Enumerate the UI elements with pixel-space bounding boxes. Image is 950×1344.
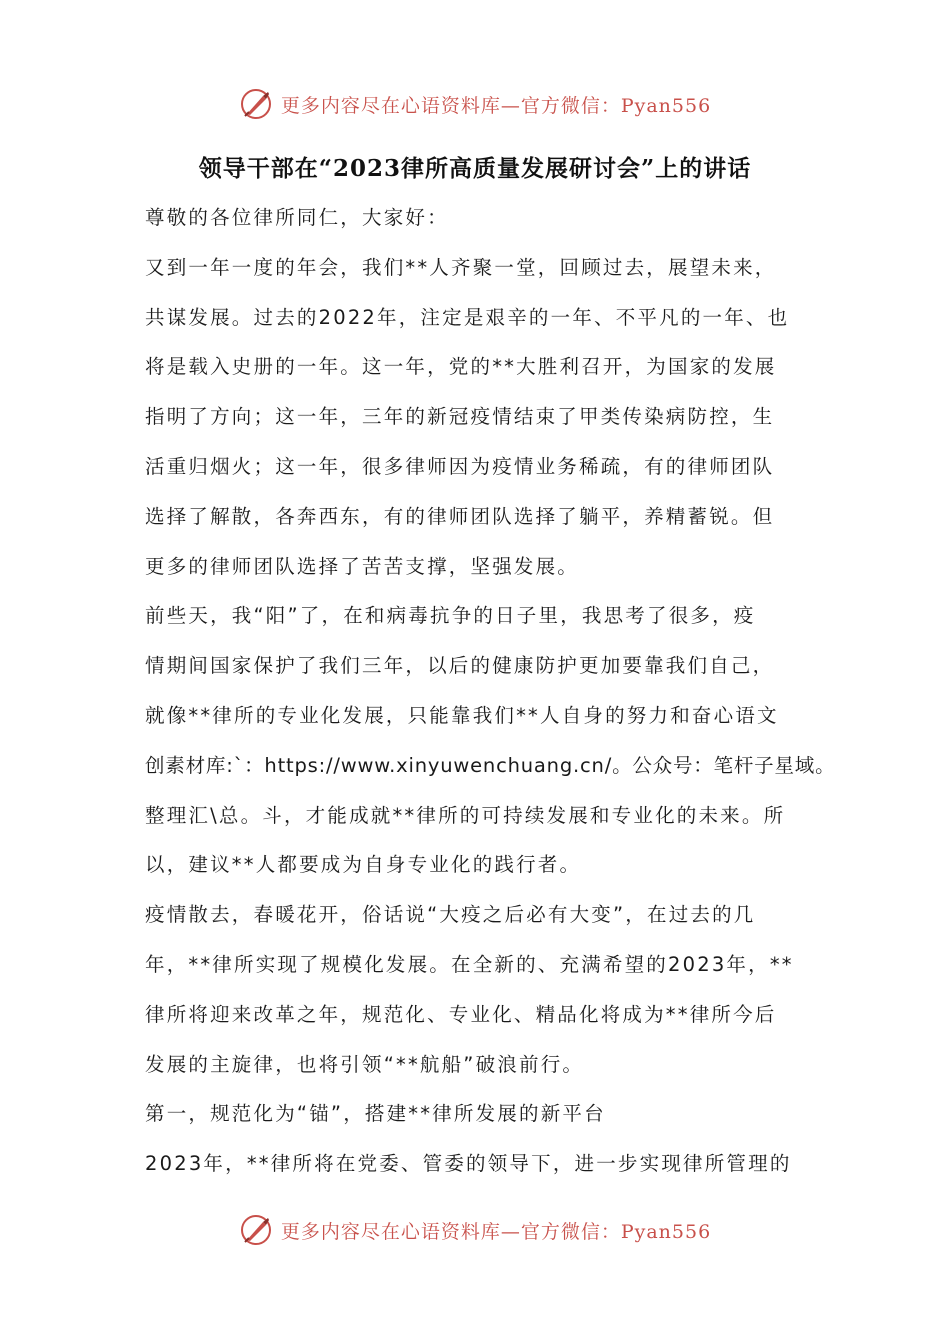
- banner-text: 更多内容尽在心语资料库—官方微信：Pyan556: [280, 94, 712, 117]
- banner-text: 更多内容尽在心语资料库—官方微信：Pyan556: [280, 1220, 712, 1243]
- footer-banner: [0, 1210, 950, 1250]
- body-line: 又到一年一度的年会，我们**人齐聚一堂，回顾过去，展望未来，: [145, 255, 777, 279]
- body-line: 2023年，**律所将在党委、管委的领导下，进一步实现律所管理的: [145, 1152, 792, 1176]
- body-line: 就像**律所的专业化发展，只能靠我们**人自身的努力和奋心语文: [145, 703, 779, 727]
- document-body: [145, 201, 836, 1197]
- body-line: 共谋发展。过去的2022年，注定是艰辛的一年、不平凡的一年、也: [145, 305, 790, 329]
- body-line: 前些天，我“阳”了，在和病毒抗争的日子里，我思考了很多，疫: [145, 604, 756, 628]
- body-line: 更多的律师团队选择了苦苦支撑，坚强发展。: [145, 554, 580, 578]
- body-line: 选择了解散，各奔西东，有的律师团队选择了躺平，养精蓄锐。但: [145, 504, 775, 528]
- body-line: 疫情散去，春暖花开，俗话说“大疫之后必有大变”，在过去的几: [145, 903, 756, 927]
- quill-pen-logo-icon: [239, 1213, 273, 1247]
- body-line: 发展的主旋律，也将引领“**航船”破浪前行。: [145, 1052, 585, 1076]
- quill-pen-logo-icon: [239, 87, 273, 121]
- body-line: 将是载入史册的一年。这一年，党的**大胜利召开，为国家的发展: [145, 355, 777, 379]
- body-line: 年，**律所实现了规模化发展。在全新的、充满希望的2023年，**: [145, 952, 794, 976]
- document-title: 领导干部在“2023律所高质量发展研讨会”上的讲话: [198, 155, 752, 182]
- body-line: 以，建议**人都要成为自身专业化的践行者。: [145, 853, 582, 877]
- body-line: 律所将迎来改革之年，规范化、专业化、精品化将成为**律所今后: [145, 1002, 777, 1026]
- body-line: 尊敬的各位律所同仁，大家好：: [145, 206, 449, 229]
- body-line: 指明了方向；这一年，三年的新冠疫情结束了甲类传染病防控，生: [145, 405, 775, 429]
- body-line: 活重归烟火；这一年，很多律师因为疫情业务稀疏，有的律师团队: [145, 454, 775, 478]
- body-line: 整理汇\总。斗，才能成就**律所的可持续发展和专业化的未来。所: [145, 803, 786, 827]
- body-line: 第一，规范化为“锚”，搭建**律所发展的新平台: [145, 1102, 606, 1126]
- header-banner: [0, 84, 950, 124]
- body-line: 创素材库:`：https://www.xinyuwenchuang.cn/。公众号：笔杆子星域。: [145, 753, 836, 777]
- body-line: 情期间国家保护了我们三年，以后的健康防护更加要靠我们自己，: [145, 654, 775, 678]
